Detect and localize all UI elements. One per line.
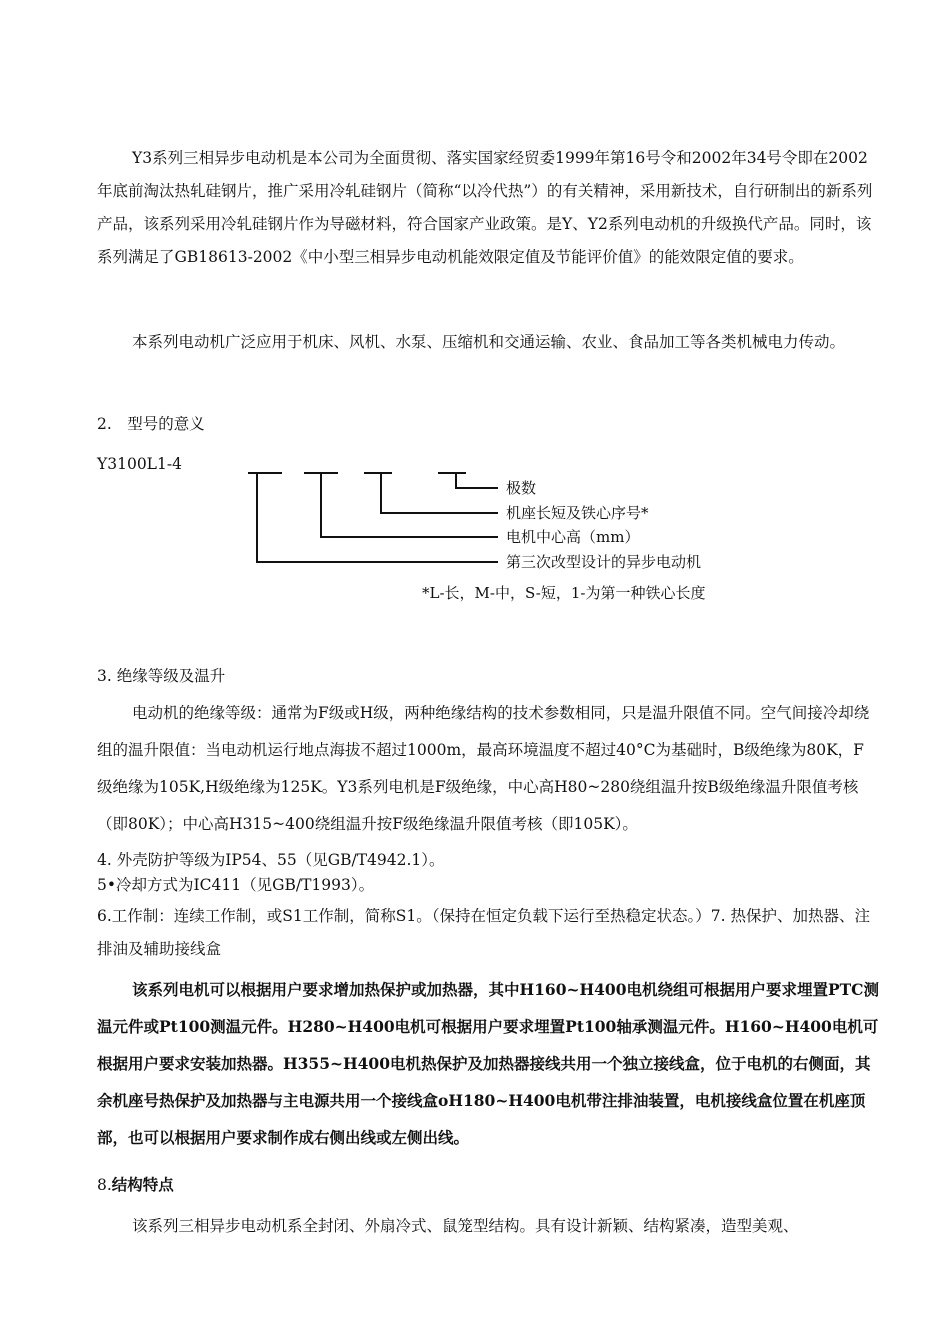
intro-paragraph-2: 本系列电动机广泛应用于机床、风机、水泵、压缩机和交通运输、农业、食品加工等各类机械电力传动。	[132, 333, 846, 351]
item-5: 5•冷却方式为IC411（见GB/T1993）。	[97, 876, 375, 894]
model-heading: 2. 型号的意义	[97, 415, 205, 433]
structure-heading-number: 8.	[97, 1176, 112, 1194]
structure-heading	[97, 1173, 174, 1195]
protection-paragraph: 该系列电机可以根据用户要求增加热保护或加热器，其中H160~H400电机绕组可根据用户要求埋置PTC测温元件或Pt100测温元件。H280~H400电机可根据用户要求埋置Pt100轴承测温元件。H160~H400电机可根据用户要求安装加热器。H355~H400电机热保护及加热器接线共用一个独立接线盒，位于电机的右侧面，其余机座号热保护及加热器与主电源共用一个接线盒oH180~H400电机带注排油装置，电机接线盒位置在机座顶部，也可以根据用户要求制作成右侧出线或左侧出线。	[97, 980, 880, 1147]
intro-paragraph-1: Y3系列三相异步电动机是本公司为全面贯彻、落实国家经贸委1999年第16号令和2002年34号令即在2002年底前淘汰热轧硅钢片，推广采用冷轧硅钢片（简称“以冷代热”）的有关精神，采用新技术，自行研制出的新系列产品，该系列采用冷轧硅钢片作为导磁材料，符合国家产业政策。是Y、Y2系列电动机的升级换代产品。同时，该系列满足了GB18613-2002《中小型三相异步电动机能效限定值及节能评价值》的能效限定值的要求。	[97, 149, 873, 266]
model-code-diagram	[240, 462, 760, 612]
label-center-height: 电机中心高（mm）	[506, 528, 640, 546]
item-6-7: 6.工作制：连续工作制，或S1工作制，简称S1。（保持在恒定负载下运行至热稳定状态。）7. 热保护、加热器、注排油及辅助接线盒	[97, 907, 870, 958]
structure-paragraph: 该系列三相异步电动机系全封闭、外扇冷式、鼠笼型结构。具有设计新颖、结构紧凑，造型美观、	[132, 1217, 799, 1235]
model-footnote: *L-长，M-中，S-短，1-为第一种铁心长度	[422, 584, 706, 602]
model-code: Y3100L1-4	[97, 455, 182, 473]
structure-heading-text: 结构特点	[111, 1175, 174, 1194]
label-design-series: 第三次改型设计的异步电动机	[506, 553, 702, 571]
label-poles: 极数	[506, 479, 537, 497]
insulation-heading: 3. 绝缘等级及温升	[97, 667, 226, 685]
item-4: 4. 外壳防护等级为IP54、55（见GB/T4942.1）。	[97, 851, 445, 869]
insulation-paragraph: 电动机的绝缘等级：通常为F级或H级，两种绝缘结构的技术参数相同，只是温升限值不同。空气间接冷却绕组的温升限值：当电动机运行地点海拔不超过1000m，最高环境温度不超过40°C为基础时，B级绝缘为80K，F级绝缘为105K,H级绝缘为125K。Y3系列电机是F级绝缘，中心高H80~280绕组温升按B级绝缘温升限值考核（即80K）；中心高H315~400绕组温升按F级绝缘温升限值考核（即105K）。	[97, 704, 870, 833]
label-frame-length: 机座长短及铁心序号*	[506, 504, 649, 522]
